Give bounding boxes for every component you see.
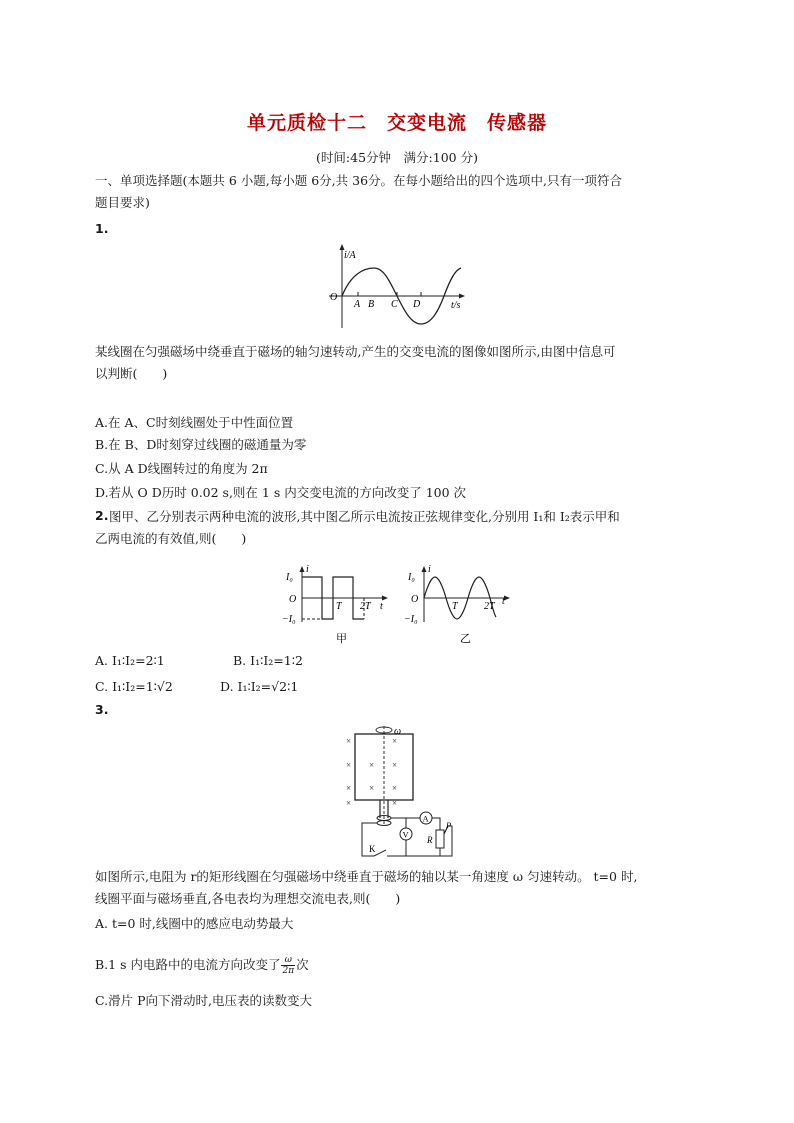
q2-option-d[interactable]: D. I₁∶I₂=√2∶1 (220, 679, 299, 694)
point-d-label: D (413, 299, 421, 310)
svg-text:×: × (392, 760, 398, 770)
svg-text:×: × (392, 783, 398, 793)
svg-text:×: × (346, 760, 352, 770)
point-a-label: A (354, 299, 361, 310)
question-2-number: 2. (95, 508, 109, 523)
q3-option-b-suffix: 次 (296, 957, 309, 972)
yi-i0-label: I₀ (408, 572, 415, 583)
jia-origin-label: O (289, 594, 297, 605)
y-axis-label: i/A (344, 250, 356, 261)
q2-stem-line2: 乙两电流的有效值,则( ) (95, 531, 247, 546)
q1-option-b[interactable]: B.在 B、D时刻穿过线圈的磁通量为零 (95, 437, 307, 452)
yi-caption: 乙 (460, 633, 471, 645)
q1-stem-line2: 以判断( ) (95, 366, 168, 381)
q3-option-b[interactable] (95, 954, 309, 976)
svg-text:×: × (346, 736, 352, 746)
slider-label: P (446, 820, 452, 830)
q3-stem-line1: 如图所示,电阻为 r的矩形线圈在匀强磁场中绕垂直于磁场的轴以某一角速度 ω 匀速转动。 t=0 时, (95, 869, 638, 884)
svg-text:×: × (369, 783, 375, 793)
resistor-label: R (427, 835, 433, 845)
svg-text:×: × (346, 783, 352, 793)
fraction-denominator: 2π (282, 965, 295, 976)
q3-stem-line2: 线圈平面与磁场垂直,各电表均为理想交流电表,则( ) (95, 891, 401, 906)
q2-option-b[interactable]: B. I₁∶I₂=1∶2 (233, 653, 303, 668)
jia-2t-label: 2T (360, 601, 371, 612)
svg-text:×: × (392, 798, 398, 808)
yi-2t-label: 2T (484, 601, 495, 612)
svg-text:×: × (346, 798, 352, 808)
q1-option-c[interactable]: C.从 A D线圈转过的角度为 2π (95, 461, 268, 476)
yi-t-label: T (452, 601, 458, 612)
yi-origin-label: O (411, 594, 419, 605)
q2-stem-line1: 图甲、乙分别表示两种电流的波形,其中图乙所示电流按正弦规律变化,分别用 I₁和 I₂表示甲和 (109, 509, 620, 524)
q1-option-a[interactable]: A.在 A、C时刻线圈处于中性面位置 (95, 415, 294, 430)
origin-label: O (330, 292, 338, 303)
question-1-number: 1. (95, 221, 109, 236)
jia-neg-i0-label: −I₀ (282, 614, 296, 625)
q1-stem-line1: 某线圈在匀强磁场中绕垂直于磁场的轴匀速转动,产生的交变电流的图像如图所示,由图中信息可 (95, 344, 616, 359)
q2-option-c[interactable]: C. I₁∶I₂=1∶√2 (95, 679, 173, 694)
q3-option-c[interactable]: C.滑片 P向下滑动时,电压表的读数变大 (95, 993, 312, 1008)
jia-i0-label: I₀ (286, 572, 293, 583)
fraction-numerator: ω (284, 954, 292, 965)
svg-text:×: × (369, 760, 375, 770)
q2-figure-yi-sine-wave (404, 562, 514, 646)
omega-label: ω (394, 726, 402, 737)
q1-option-d[interactable]: D.若从 O D历时 0.02 s,则在 1 s 内交变电流的方向改变了 100 次 (95, 485, 467, 500)
q2-figure-jia-square-wave (282, 562, 392, 646)
q3-option-b-text: B.1 s 内电路中的电流方向改变了 (95, 957, 281, 972)
question-3-number: 3. (95, 702, 109, 717)
page-title: 单元质检十二 交变电流 传感器 (246, 112, 547, 134)
magnetic-field-marks (346, 736, 397, 808)
q3-option-b-fraction (281, 955, 295, 976)
q3-circuit-diagram (340, 724, 465, 859)
resistor (436, 830, 444, 848)
switch-label: K (369, 844, 376, 854)
yi-neg-i0-label: −I₀ (404, 614, 418, 625)
yi-t-axis-label: t (502, 596, 505, 607)
point-b-label: B (368, 299, 375, 310)
jia-t-label: T (336, 601, 342, 612)
jia-i-label: i (306, 564, 309, 575)
jia-t-axis-label: t (380, 601, 383, 612)
point-c-label: C (391, 299, 398, 310)
x-axis-label: t/s (451, 300, 461, 311)
section-heading-line2: 题目要求) (95, 195, 150, 210)
switch (374, 850, 386, 856)
voltmeter-label: V (402, 829, 409, 840)
ammeter-label: A (422, 813, 429, 824)
section-heading-line1: 一、单项选择题(本题共 6 小题,每小题 6分,共 36分。在每小题给出的四个选项中,只有一项符合 (95, 173, 623, 188)
q3-option-a[interactable]: A. t=0 时,线圈中的感应电动势最大 (95, 916, 294, 931)
q1-sine-graph (325, 244, 475, 330)
jia-caption: 甲 (336, 633, 347, 645)
exam-info: (时间:45分钟 满分:100 分) (316, 150, 478, 165)
yi-i-label: i (428, 564, 431, 575)
svg-text:×: × (392, 736, 398, 746)
q2-option-a[interactable]: A. I₁∶I₂=2∶1 (95, 653, 165, 668)
